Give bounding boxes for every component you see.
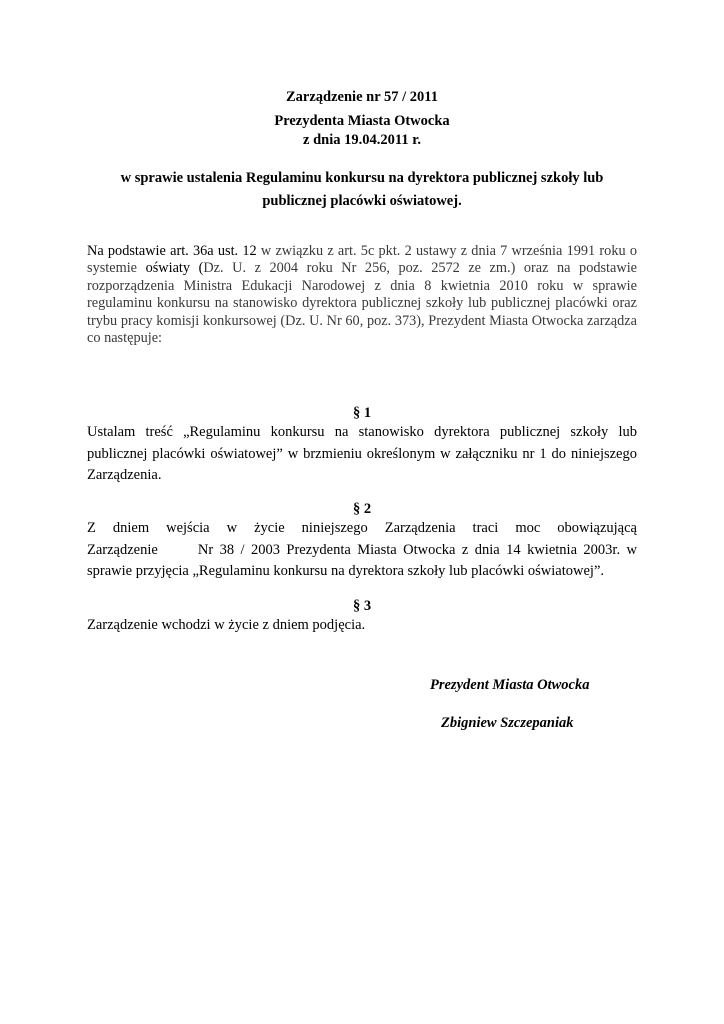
legal-basis-part-4: Dz. U. z 2004 roku Nr 256, poz. 2572 ze zm.) oraz na podstawie rozporządzenia Ministra Edukacji Narodowej z dnia 8 kwietnia 2010 roku w sprawie regulaminu konkursu na stanowisko dyrektora publicznej szkoły lub publicznej placówki oraz trybu pracy komisji konkursowej (Dz. U. Nr 60, poz. 373), Prezydent Miasta Otwocka zarządza co następuje: [87, 260, 638, 347]
section-3-body [87, 615, 637, 637]
subject-line-2: publicznej placówki oświatowej. [262, 193, 462, 209]
section-2-body [87, 518, 637, 583]
section-1-line: Ustalam treść „Regulaminu konkursu na stanowisko dyrektora publicznej szkoły lub [87, 424, 637, 440]
document-issuer: Prezydenta Miasta Otwocka [274, 113, 450, 129]
legal-basis-part-2: w związku z art. 5c pkt. 2 ustawy z dnia 7 września 1991 roku o systemie [87, 243, 637, 277]
section-2-line: Z dniem wejścia w życie niniejszego Zarządzenia traci moc obowiązującą [87, 520, 637, 536]
legal-basis-paragraph [87, 243, 637, 347]
signature-name: Zbigniew Szczepaniak [441, 715, 574, 731]
legal-basis-part-1: Na podstawie art. 36a ust. 12 [87, 243, 257, 259]
signature-role: Prezydent Miasta Otwocka [430, 677, 590, 693]
section-2-line: sprawie przyjęcia „Regulaminu konkursu na dyrektora szkoły lub placówki oświatowej”. [87, 563, 605, 579]
section-1-title: § 1 [352, 405, 372, 421]
section-3-title: § 3 [352, 598, 372, 614]
section-3-line: Zarządzenie wchodzi w życie z dniem podjęcia. [87, 617, 366, 633]
section-1-line: Zarządzenia. [87, 467, 162, 483]
document-title: Zarządzenie nr 57 / 2011 [286, 89, 438, 105]
legal-basis-part-3: oświaty ( [145, 260, 204, 277]
section-1-body [87, 422, 637, 487]
section-2-title: § 2 [352, 501, 372, 517]
section-2-line-split [87, 540, 637, 562]
section-2-line-part: Nr 38 / 2003 Prezydenta Miasta Otwocka z dnia 14 kwietnia 2003r. w [197, 541, 637, 558]
section-1-line: publicznej placówki oświatowej” w brzmieniu określonym w załączniku nr 1 do niniejszego [87, 445, 637, 462]
section-2-line-part: Zarządzenie [87, 541, 158, 558]
subject-line-1: w sprawie ustalenia Regulaminu konkursu na dyrektora publicznej szkoły lub [120, 170, 604, 186]
document-date: z dnia 19.04.2011 r. [303, 132, 421, 148]
document-subject [100, 167, 624, 213]
